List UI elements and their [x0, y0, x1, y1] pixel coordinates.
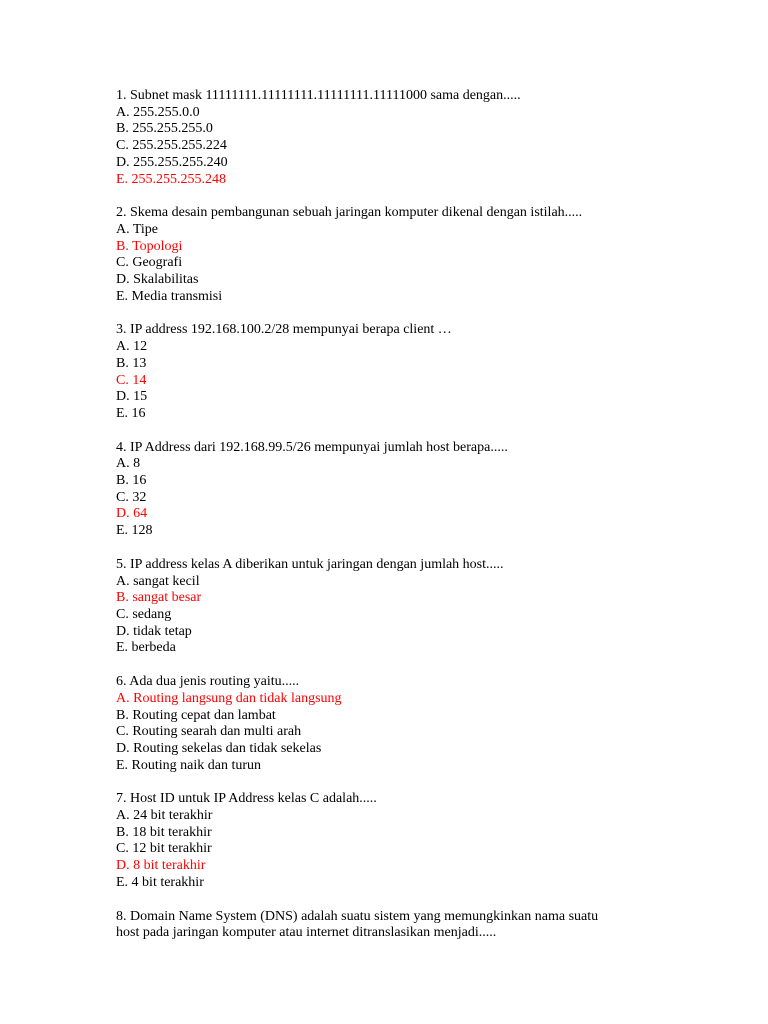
answer-option: C. 255.255.255.224	[116, 138, 227, 154]
answer-option: A. 255.255.0.0	[116, 104, 200, 120]
answer-option: D. tidak tetap	[116, 623, 192, 639]
answer-option: C. Geografi	[116, 255, 183, 271]
answer-option: D. 8 bit terakhir	[116, 858, 206, 874]
answer-option: D. Skalabilitas	[116, 272, 199, 288]
answer-option: E. 16	[116, 405, 146, 421]
answer-option: C. sedang	[116, 606, 172, 622]
answer-option: B. 255.255.255.0	[116, 121, 213, 137]
question-text: 1. Subnet mask 11111111.11111111.11111111.11111000 sama dengan.....	[116, 88, 521, 103]
answer-option: D. 255.255.255.240	[116, 154, 228, 170]
question-8	[116, 909, 676, 942]
answer-option: A. 24 bit terakhir	[116, 808, 213, 824]
question-text: 7. Host ID untuk IP Address kelas C adalah.....	[116, 791, 377, 807]
answer-option: E. berbeda	[116, 640, 176, 656]
answer-option: E. Routing naik dan turun	[116, 757, 262, 773]
question-6	[116, 674, 676, 774]
answer-option: B. 16	[116, 473, 147, 489]
question-3	[116, 322, 676, 422]
answer-option: C. 12 bit terakhir	[116, 841, 212, 857]
answer-option: A. 8	[116, 456, 141, 472]
answer-option: E. Media transmisi	[116, 288, 223, 304]
question-text: 3. IP address 192.168.100.2/28 mempunyai berapa client …	[116, 322, 452, 338]
answer-option: D. Routing sekelas dan tidak sekelas	[116, 740, 322, 756]
document-page	[116, 88, 676, 959]
answer-option: D. 64	[116, 506, 148, 522]
question-1	[116, 88, 676, 188]
answer-option: A. Tipe	[116, 221, 159, 237]
answer-option: D. 15	[116, 389, 148, 405]
answer-option: B. sangat besar	[116, 590, 202, 606]
answer-option: B. Topologi	[116, 238, 183, 254]
question-4	[116, 440, 676, 540]
question-text-continued: host pada jaringan komputer atau internet ditranslasikan menjadi.....	[116, 925, 497, 941]
answer-option: E. 4 bit terakhir	[116, 874, 204, 890]
answer-option: B. 18 bit terakhir	[116, 824, 212, 840]
answer-option: E. 128	[116, 523, 153, 539]
answer-option: C. 32	[116, 489, 147, 505]
answer-option: C. 14	[116, 372, 147, 388]
answer-option: C. Routing searah dan multi arah	[116, 724, 302, 740]
question-text: 6. Ada dua jenis routing yaitu.....	[116, 674, 300, 690]
answer-option: B. Routing cepat dan lambat	[116, 707, 276, 723]
question-text: 4. IP Address dari 192.168.99.5/26 mempunyai jumlah host berapa.....	[116, 439, 508, 455]
question-text: 2. Skema desain pembangunan sebuah jaringan komputer dikenal dengan istilah.....	[116, 205, 583, 221]
answer-option: A. sangat kecil	[116, 573, 200, 589]
answer-option: A. Routing langsung dan tidak langsung	[116, 690, 342, 706]
question-7	[116, 791, 676, 891]
question-text: 5. IP address kelas A diberikan untuk jaringan dengan jumlah host.....	[116, 556, 504, 572]
answer-option: B. 13	[116, 355, 147, 371]
question-text: 8. Domain Name System (DNS) adalah suatu sistem yang memungkinkan nama suatu	[116, 908, 599, 924]
answer-option: A. 12	[116, 339, 148, 355]
question-2	[116, 205, 676, 305]
answer-option: E. 255.255.255.248	[116, 171, 227, 187]
question-5	[116, 557, 676, 657]
